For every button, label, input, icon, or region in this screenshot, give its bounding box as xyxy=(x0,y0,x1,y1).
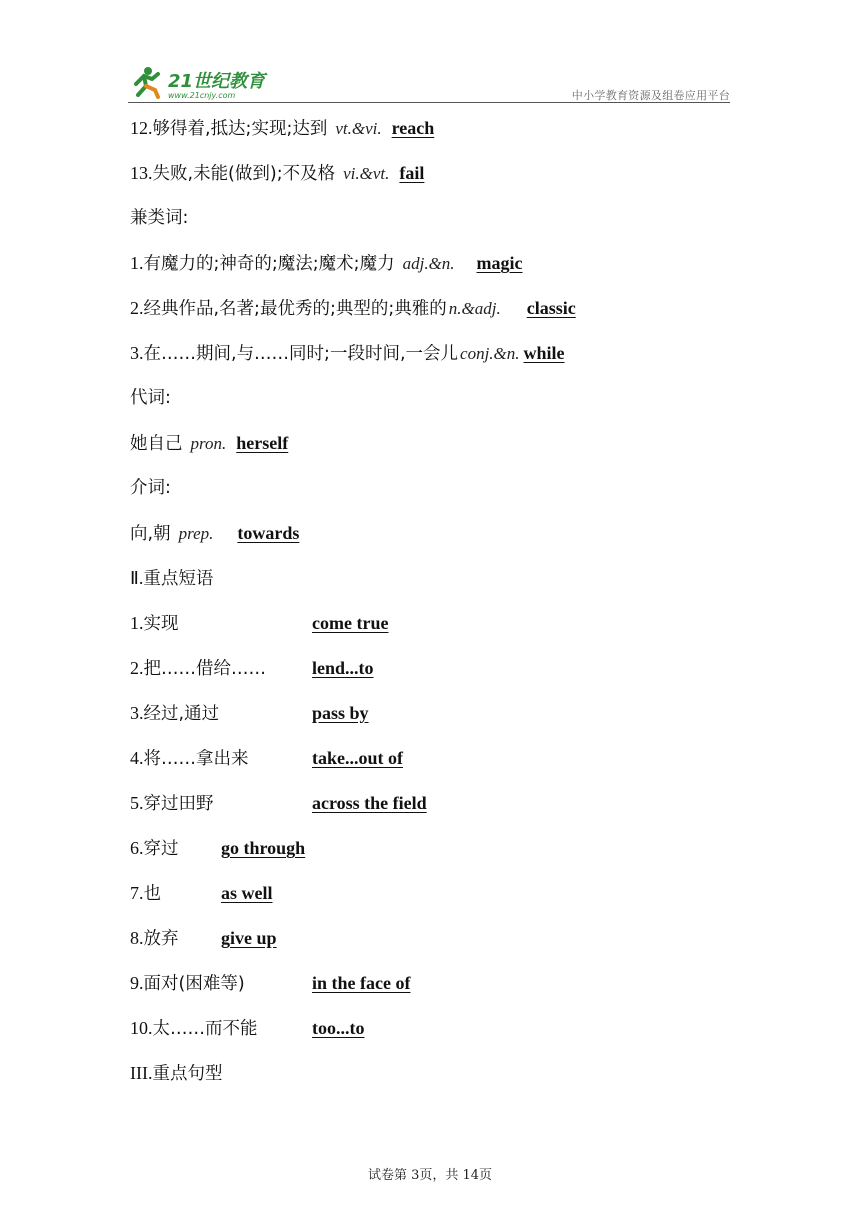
part-of-speech: n.&adj. xyxy=(448,299,501,318)
svg-text:21世纪教育: 21世纪教育 xyxy=(168,71,266,92)
part-of-speech: vt.&vi. xyxy=(335,119,382,138)
answer-word: herself xyxy=(236,433,289,453)
answer-phrase: in the face of xyxy=(312,973,411,993)
vocab-line xyxy=(130,428,730,473)
answer-phrase: as well xyxy=(221,883,273,903)
vocab-line xyxy=(130,518,730,563)
section-title xyxy=(130,1058,730,1103)
item-number: 6. xyxy=(130,838,144,858)
chinese-meaning: 在……期间,与……同时;一段时间,一会儿 xyxy=(143,344,459,364)
vocab-line xyxy=(130,248,730,293)
item-number: 7. xyxy=(130,883,144,903)
item-number: 1. xyxy=(130,253,144,273)
item-number: 10. xyxy=(130,1018,153,1038)
item-number: 9. xyxy=(130,973,144,993)
answer-word: fail xyxy=(399,163,425,183)
page-header xyxy=(128,62,730,104)
section-label xyxy=(130,203,730,248)
chinese-meaning: 面对(困难等) xyxy=(143,974,245,994)
answer-phrase: take...out of xyxy=(312,748,403,768)
section-heading: 兼类词: xyxy=(130,208,189,228)
phrase-line xyxy=(130,653,730,698)
chinese-meaning: 有魔力的;神奇的;魔法;魔术;魔力 xyxy=(143,254,395,274)
phrase-line xyxy=(130,608,730,653)
section-number: III. xyxy=(130,1063,153,1083)
section-title xyxy=(130,563,730,608)
phrase-line xyxy=(130,968,730,1013)
section-label xyxy=(130,473,730,518)
part-of-speech: vi.&vt. xyxy=(343,164,390,183)
chinese-meaning: 放弃 xyxy=(143,929,179,949)
item-number: 5. xyxy=(130,793,144,813)
chinese-meaning: 把……借给…… xyxy=(143,659,266,679)
chinese-meaning: 经过,通过 xyxy=(143,704,220,724)
phrase-line xyxy=(130,788,730,833)
logo xyxy=(128,62,288,102)
answer-phrase: pass by xyxy=(312,703,369,723)
phrase-line xyxy=(130,833,730,878)
vocab-line xyxy=(130,113,730,158)
phrase-line xyxy=(130,923,730,968)
chinese-meaning: 穿过田野 xyxy=(143,794,214,814)
platform-name: 中小学教育资源及组卷应用平台 xyxy=(571,89,730,102)
answer-phrase: give up xyxy=(221,928,277,948)
answer-word: classic xyxy=(526,298,576,318)
svg-text:www.21cnjy.com: www.21cnjy.com xyxy=(168,91,236,100)
answer-word: reach xyxy=(391,118,435,138)
document-body xyxy=(130,113,730,1103)
phrase-line xyxy=(130,878,730,923)
chinese-meaning: 穿过 xyxy=(143,839,179,859)
section-heading: 代词: xyxy=(130,388,171,408)
answer-phrase: come true xyxy=(312,613,389,633)
part-of-speech: pron. xyxy=(190,434,227,453)
chinese-meaning: 实现 xyxy=(143,614,179,634)
section-number: Ⅱ. xyxy=(130,568,144,588)
item-number: 2. xyxy=(130,298,144,318)
header-divider xyxy=(128,102,730,103)
chinese-meaning: 太……而不能 xyxy=(152,1019,258,1039)
chinese-meaning: 将……拿出来 xyxy=(143,749,249,769)
runner-logo-icon xyxy=(128,62,288,102)
chinese-meaning: 够得着,抵达;实现;达到 xyxy=(152,119,328,139)
chinese-meaning: 向,朝 xyxy=(130,524,171,544)
vocab-line xyxy=(130,158,730,203)
item-number: 8. xyxy=(130,928,144,948)
phrase-line xyxy=(130,698,730,743)
item-number: 2. xyxy=(130,658,144,678)
chinese-meaning: 失败,未能(做到);不及格 xyxy=(152,164,336,184)
part-of-speech: adj.&n. xyxy=(402,254,455,273)
chinese-meaning: 经典作品,名著;最优秀的;典型的;典雅的 xyxy=(143,299,447,319)
answer-word: while xyxy=(523,343,565,363)
answer-phrase: lend...to xyxy=(312,658,374,678)
phrase-line xyxy=(130,743,730,788)
answer-word: magic xyxy=(476,253,523,273)
answer-phrase: too...to xyxy=(312,1018,365,1038)
part-of-speech: conj.&n. xyxy=(460,344,520,363)
answer-word: towards xyxy=(237,523,300,543)
part-of-speech: prep. xyxy=(178,524,214,543)
answer-phrase: across the field xyxy=(312,793,427,813)
chinese-meaning: 也 xyxy=(143,884,161,904)
chinese-meaning: 她自己 xyxy=(130,434,183,454)
vocab-line xyxy=(130,338,730,383)
section-heading: 介词: xyxy=(130,478,171,498)
item-number: 13. xyxy=(130,163,153,183)
item-number: 3. xyxy=(130,343,144,363)
section-heading: 重点句型 xyxy=(152,1064,223,1084)
item-number: 1. xyxy=(130,613,144,633)
item-number: 12. xyxy=(130,118,153,138)
section-label xyxy=(130,383,730,428)
answer-phrase: go through xyxy=(221,838,306,858)
section-heading: 重点短语 xyxy=(143,569,214,589)
item-number: 4. xyxy=(130,748,144,768)
page-footer: 试卷第 3页，共 14页 xyxy=(367,1168,493,1183)
item-number: 3. xyxy=(130,703,144,723)
vocab-line xyxy=(130,293,730,338)
phrase-line xyxy=(130,1013,730,1058)
